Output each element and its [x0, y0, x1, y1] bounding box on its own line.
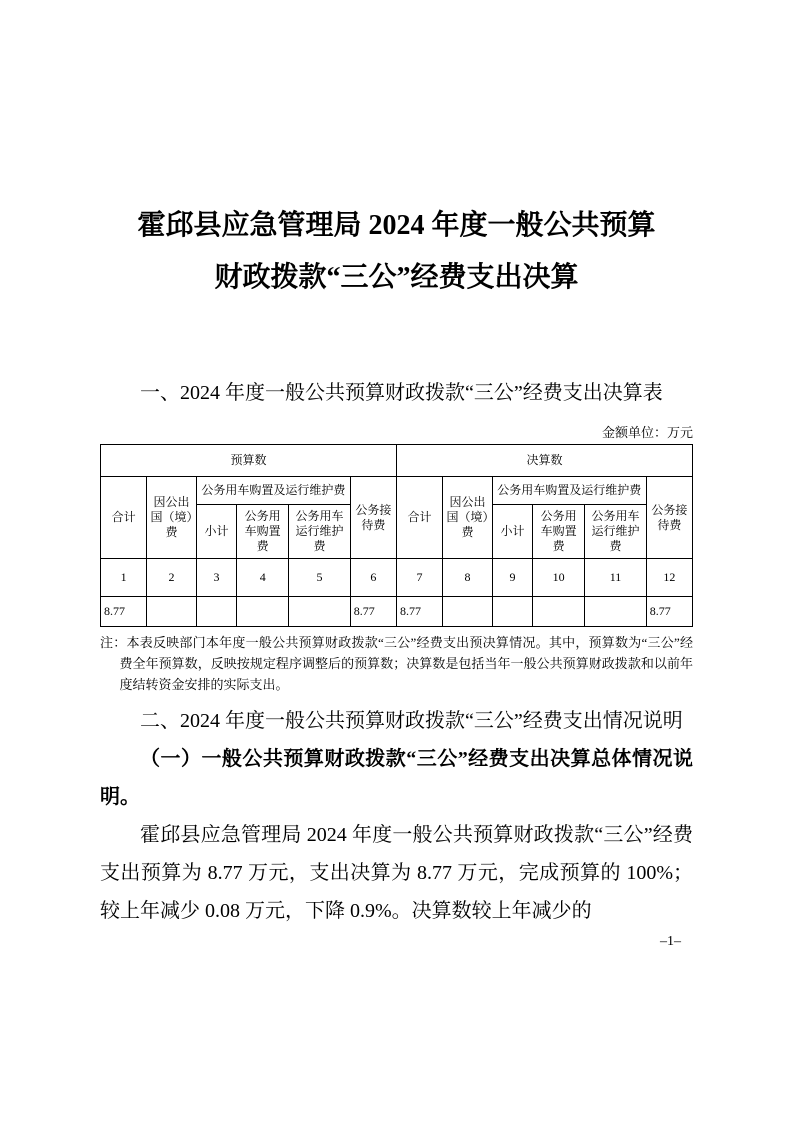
column-number-9: 9	[492, 559, 532, 597]
col-header-vehicle-group-budget: 公务用车购置及运行维护费	[196, 477, 350, 505]
sangong-expense-table	[100, 444, 693, 627]
column-number-5: 5	[289, 559, 351, 597]
value-cell-5	[289, 597, 351, 627]
section-1-heading: 一、2024 年度一般公共预算财政拨款“三公”经费支出决算表	[140, 382, 663, 404]
col-header-abroad-budget: 因公出国（境）费	[147, 477, 197, 559]
section-2-heading: 二、2024 年度一般公共预算财政拨款“三公”经费支出情况说明	[140, 710, 683, 732]
column-number-11: 11	[585, 559, 647, 597]
table-note: 注：本表反映部门本年度一般公共预算财政拨款“三公”经费支出预决算情况。其中，预算数为“三公”经费全年预算数，反映按规定程序调整后的预算数；决算数是包括当年一般公共预算财政拨款和以前年度结转资金安排的实际支出。	[100, 635, 693, 692]
value-cell-12: 8.77	[646, 597, 692, 627]
value-cell-6: 8.77	[350, 597, 396, 627]
value-cell-3	[196, 597, 236, 627]
col-header-abroad-final: 因公出国（境）费	[443, 477, 493, 559]
column-number-12: 12	[646, 559, 692, 597]
amount-unit-label: 金额单位：万元	[601, 425, 693, 440]
value-cell-4	[237, 597, 289, 627]
value-cell-10	[533, 597, 585, 627]
table-row-column-numbers	[101, 559, 693, 597]
col-header-maintenance-final: 公务用车运行维护费	[585, 505, 647, 559]
page-number: –1–	[660, 934, 681, 949]
value-cell-11	[585, 597, 647, 627]
document-title	[100, 200, 693, 304]
value-cell-1: 8.77	[101, 597, 147, 627]
value-cell-8	[443, 597, 493, 627]
paragraph-1: 霍邱县应急管理局 2024 年度一般公共预算财政拨款“三公”经费支出预算为 8.77 万元，支出决算为 8.77 万元，完成预算的 100%；较上年减少 0.08 万元，下降 0.9%。决算数较上年减少的	[100, 824, 693, 922]
value-cell-9	[492, 597, 532, 627]
value-cell-7: 8.77	[396, 597, 442, 627]
col-header-purchase-budget: 公务用车购置费	[237, 505, 289, 559]
col-header-vehicle-group-final: 公务用车购置及运行维护费	[492, 477, 646, 505]
col-header-subtotal-budget: 小计	[196, 505, 236, 559]
subsection-1-heading: （一）一般公共预算财政拨款“三公”经费支出决算总体情况说明。	[100, 748, 693, 808]
col-group-budget: 预算数	[101, 445, 397, 477]
table-row-group-headers	[101, 445, 693, 477]
column-number-8: 8	[443, 559, 493, 597]
table-row-values	[101, 597, 693, 627]
column-number-3: 3	[196, 559, 236, 597]
col-group-final: 决算数	[396, 445, 692, 477]
title-line-1: 霍邱县应急管理局 2024 年度一般公共预算	[137, 210, 656, 241]
column-number-1: 1	[101, 559, 147, 597]
column-number-4: 4	[237, 559, 289, 597]
column-number-7: 7	[396, 559, 442, 597]
col-header-total-budget: 合计	[101, 477, 147, 559]
table-row-headers-1	[101, 477, 693, 505]
column-number-6: 6	[350, 559, 396, 597]
col-header-maintenance-budget: 公务用车运行维护费	[289, 505, 351, 559]
value-cell-2	[147, 597, 197, 627]
col-header-total-final: 合计	[396, 477, 442, 559]
column-number-2: 2	[147, 559, 197, 597]
col-header-purchase-final: 公务用车购置费	[533, 505, 585, 559]
title-line-2: 财政拨款“三公”经费支出决算	[214, 262, 579, 293]
col-header-subtotal-final: 小计	[492, 505, 532, 559]
col-header-reception-final: 公务接待费	[646, 477, 692, 559]
col-header-reception-budget: 公务接待费	[350, 477, 396, 559]
column-number-10: 10	[533, 559, 585, 597]
